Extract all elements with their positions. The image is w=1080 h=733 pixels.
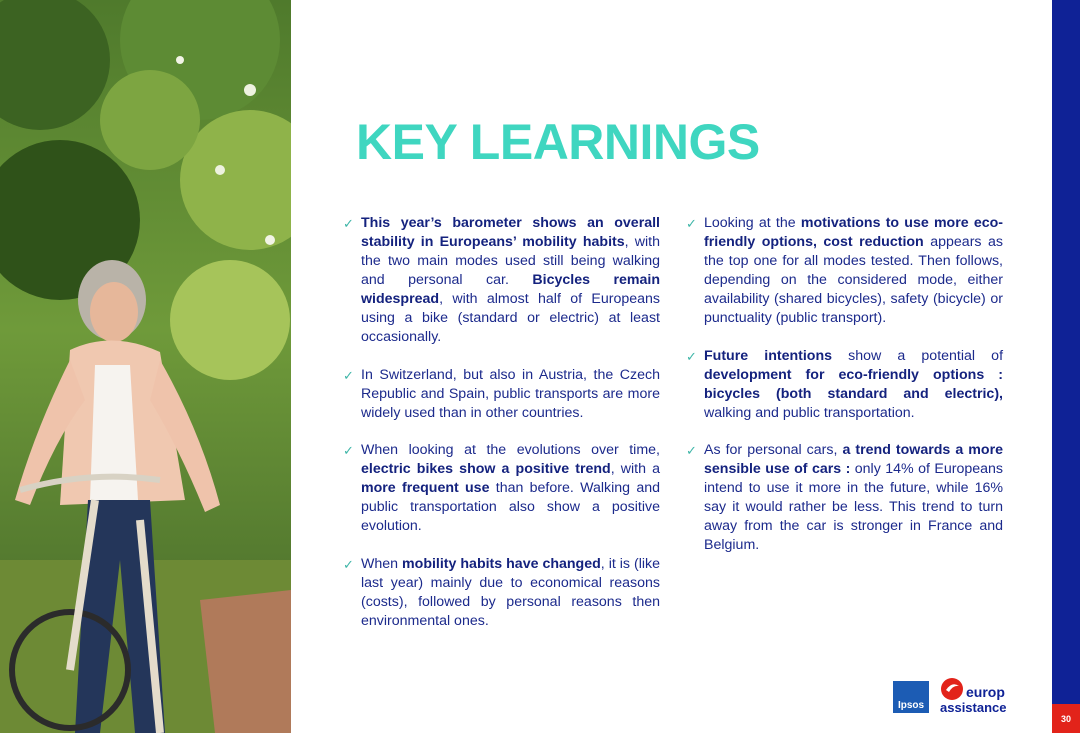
body-text: When looking at the evolutions over time,	[361, 442, 660, 458]
bold-text: mobility habits have changed	[402, 555, 601, 572]
body-text: In Switzerland, but also in Austria, the Czech Republic and Spain, public transports are more widely used than in other countries.	[361, 366, 660, 421]
bold-text: a trend towards a more sensible use of cars :	[704, 442, 1003, 477]
bullet-text	[704, 441, 1003, 555]
brand-bar	[1052, 0, 1080, 733]
bold-text: Future intentions	[704, 347, 833, 364]
body-text: , with the two main modes used still being walking and personal car.	[361, 234, 660, 288]
checkmark-icon: ✓	[343, 443, 354, 458]
bullet-item	[686, 441, 1003, 555]
europ-text: europ	[966, 684, 1005, 700]
page-number: 30	[1052, 704, 1080, 733]
checkmark-icon: ✓	[686, 443, 697, 458]
checkmark-icon: ✓	[343, 216, 354, 231]
bullet-text	[704, 347, 1003, 423]
bullet-item	[686, 347, 1003, 423]
body-text: As for personal cars,	[704, 442, 843, 458]
bullet-text	[361, 366, 660, 423]
bold-text: motivations to use more eco-friendly options, cost reduction	[704, 215, 1004, 250]
bullet-item	[343, 441, 660, 536]
right-column	[686, 214, 1003, 574]
europ-assistance-mark-icon	[940, 677, 964, 701]
bullet-item	[343, 366, 660, 423]
bullet-item	[343, 214, 660, 347]
europ-assistance-logo	[940, 677, 1010, 717]
ipsos-logo-text: Ipsos	[897, 700, 925, 711]
checkmark-icon: ✓	[343, 367, 354, 383]
assistance-text: assistance	[940, 700, 1007, 715]
bullet-item	[686, 214, 1003, 328]
bold-text: more frequent use	[361, 480, 490, 496]
bold-text: electric bikes show a positive trend	[361, 461, 611, 477]
body-text: than before. Walking and public transportation also show a positive evolution.	[361, 480, 660, 534]
bullet-item	[343, 555, 660, 631]
cyclist-photo	[0, 0, 291, 733]
bullet-text	[361, 555, 660, 631]
checkmark-icon: ✓	[343, 556, 354, 572]
bold-text: development for eco-friendly options : bicycles (both standard and electric),	[704, 366, 1003, 402]
page-title: KEY LEARNINGS	[356, 114, 760, 170]
bold-text: Bicycles remain widespread	[361, 272, 660, 307]
body-text: walking and public transportation.	[704, 404, 915, 421]
body-text: show a potential of	[832, 347, 1004, 364]
body-text: , with a	[610, 461, 660, 477]
body-text: Looking at the	[704, 215, 801, 231]
bullet-text	[361, 214, 660, 347]
bullet-text	[361, 441, 660, 536]
body-text: , it is (like last year) mainly due to economical reasons (costs), followed by personal reasons then environmental ones.	[361, 555, 660, 629]
checkmark-icon: ✓	[686, 216, 697, 231]
body-text: , with almost half of Europeans using a bike (standard or electric) at least occasionally.	[361, 291, 660, 345]
bold-text: This year’s barometer shows an overall stability in Europeans’ mobility habits	[361, 215, 660, 250]
body-text: only 14% of Europeans intend to use it more in the future, while 16% say it would rather be less. This trend to turn away from the car is stronger in France and Belgium.	[704, 461, 1003, 553]
body-text: appears as the top one for all modes tested. Then follows, depending on the considered mode, either availability (shared bicycles), safety (bicycle) or punctuality (public transport).	[704, 234, 1003, 326]
body-text: When	[361, 555, 403, 572]
bullet-text	[704, 214, 1003, 328]
checkmark-icon: ✓	[686, 348, 697, 364]
ipsos-logo	[893, 681, 929, 713]
left-column	[343, 214, 660, 649]
